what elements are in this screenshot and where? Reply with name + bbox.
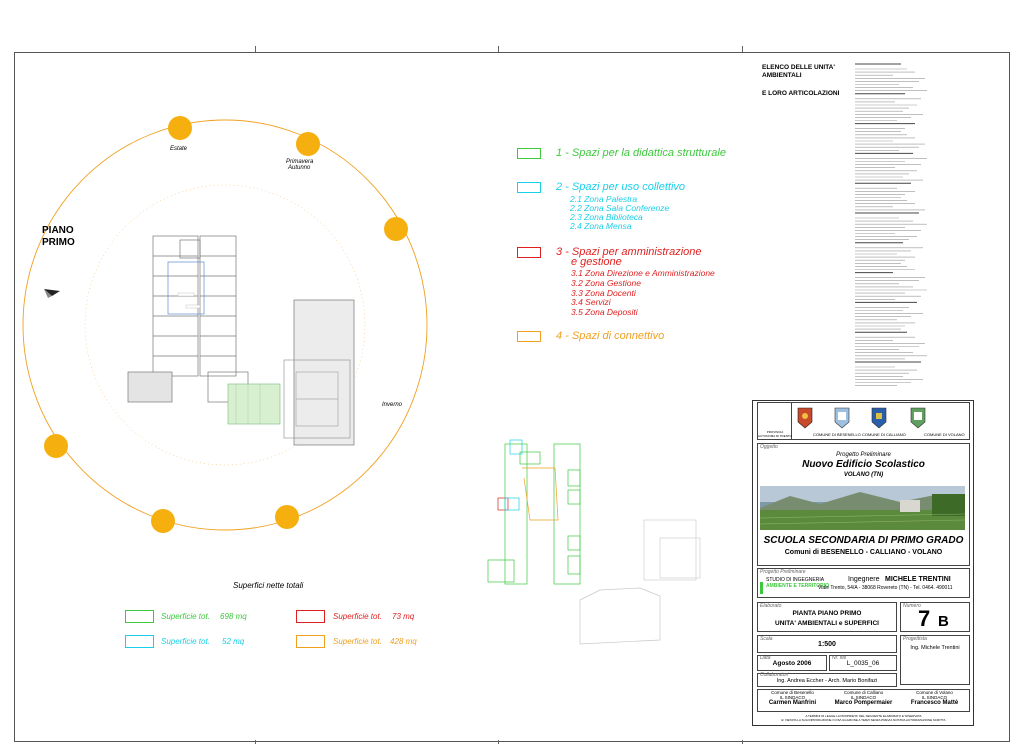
logo-caption-besenello: COMUNE DI BESENELLO [813, 432, 861, 437]
surface-value: 52 mq [222, 637, 245, 646]
unit-list-title-3: E LORO ARTICOLAZIONI [762, 90, 840, 97]
surface-value: 698 mq [220, 612, 247, 621]
legend-sub-item: 2.2 Zona Sala Conferenze [570, 203, 670, 213]
floor-title-line1: PIANO [42, 225, 74, 236]
surface-value: 73 mq [392, 612, 415, 621]
mayor-name: Carmen Manfrini [768, 700, 817, 706]
legend-sub-item: 2.1 Zona Palestra [570, 194, 638, 204]
studio-name: STUDIO DI INGEGNERIA [766, 577, 825, 583]
date-value: Agosto 2006 [772, 660, 812, 667]
numero-label: Numero [903, 603, 921, 609]
oggetto-label: Oggetto [760, 444, 778, 450]
unit-list-title-1: ELENCO DELLE UNITA' [762, 64, 835, 71]
mayor-role: IL SINDACO [850, 695, 877, 700]
legend-sub-item: 3.4 Servizi [571, 297, 611, 307]
surface-label: Superficie tot. [161, 612, 210, 621]
mayor-calliano [828, 690, 899, 706]
label-spring: Primavera [286, 159, 314, 165]
studio-field: AMBIENTE E TERRITORIO [766, 583, 829, 589]
progettista-box [900, 635, 970, 685]
mayor-town: Comune di Calliano [843, 690, 884, 695]
label-winter: Inverno [382, 402, 403, 408]
legend-sub-item: 3.5 Zona Depositi [571, 307, 638, 317]
legend-sub-item: 3.1 Zona Direzione e Amministrazione [571, 268, 715, 278]
project-place: VOLANO (TN) [843, 472, 884, 478]
legend-sub-item: 3.3 Zona Docenti [571, 288, 636, 298]
logo-caption-volano: COMUNE DI VOLANO [924, 432, 965, 437]
legend-title-amministrazione: 3 - Spazi per amministrazione [556, 246, 702, 258]
surface-label: Superficie tot. [333, 637, 382, 646]
municipalities: Comuni di BESENELLO - CALLIANO - VOLANO [784, 549, 943, 556]
progettazione-label: Progetto Preliminare [760, 569, 806, 575]
mayor-name: Francesco Mattè [910, 700, 959, 706]
sheet-number: 7 [918, 606, 931, 631]
copyright-line2: E' VIETATA LA SUA RIPRODUZIONE O DIVULGAZIONE A TERZI SENZA PREVIA NOSTRA AUTORIZZAZIONE SCRITTA [781, 718, 946, 722]
copyright-line1: A TERMINI DI LEGGE LA PROPRIETA' DEL SEGUENTE ELABORATO E' RISERVATA [805, 714, 922, 718]
engineer-prefix: Ingegnere [848, 576, 880, 583]
label-summer: Estate [170, 146, 188, 152]
file-value: L_0035_06 [846, 660, 880, 667]
mayor-town: Comune di Volano [916, 690, 953, 695]
project-name: Nuovo Edificio Scolastico [802, 459, 925, 470]
surface-label: Superficie tot. [333, 612, 382, 621]
elaborato-label: Elaborato [760, 603, 782, 609]
mayor-besenello [757, 690, 828, 706]
mayor-name: Marco Pompermaier [834, 700, 893, 706]
surface-value: 428 mq [390, 637, 417, 646]
sheet-letter: B [938, 613, 949, 630]
floor-title-line2: PRIMO [42, 237, 75, 248]
engineer-name: MICHELE TRENTINI [885, 576, 951, 583]
project-kind: Progetto Preliminare [836, 452, 891, 458]
unit-list-title-2: AMBIENTALI [762, 72, 802, 79]
collaborators: Ing. Andrea Eccher - Arch. Mario Bonifazi [776, 678, 878, 684]
data-label: Data [760, 655, 771, 661]
legend-sub-item: 2.4 Zona Mensa [570, 221, 632, 231]
scala-label: Scala [760, 636, 773, 642]
surface-label: Superficie tot. [161, 637, 210, 646]
legend-sub-item: 3.2 Zona Gestione [571, 278, 641, 288]
logo-caption-calliano: COMUNE DI CALLIANO [862, 432, 906, 437]
mayor-role: IL SINDACO [779, 695, 806, 700]
mayor-volano [899, 690, 970, 706]
label-autumn: Autunno [288, 165, 311, 171]
scale-value: 1:500 [818, 641, 836, 648]
legend-title-collettivo: 2 - Spazi per uso collettivo [556, 181, 686, 193]
surfaces-title: Superfici nette totali [233, 581, 304, 590]
elaborato-line1: PIANTA PIANO PRIMO [792, 610, 862, 617]
logo-caption-provincia: PROVINCIA AUTONOMA DI TRENTO [758, 430, 793, 438]
progettista-label: Progettista [903, 636, 927, 642]
school-name: SCUOLA SECONDARIA DI PRIMO GRADO [763, 535, 964, 546]
legend-title-didattica: 1 - Spazi per la didattica strutturale [556, 147, 726, 159]
legend-title-connettivo: 4 - Spazi di connettivo [556, 330, 665, 342]
studio-address: Viale Trento, 54/A - 38068 Rovereto (TN) - Tel. 0464. 490011 [818, 585, 953, 591]
legend-title-amministrazione-cont: e gestione [571, 256, 622, 268]
collab-label: Collaboratori [760, 672, 789, 678]
mayor-role: IL SINDACO [921, 695, 948, 700]
designer-name: Ing. Michele Trentini [910, 645, 960, 651]
mayor-town: Comune di Besenello [771, 690, 814, 695]
elaborato-line2: UNITA' AMBIENTALI e SUPERFICI [775, 620, 879, 627]
file-label: Nr. file [832, 655, 847, 661]
legend-sub-item: 2.3 Zona Biblioteca [570, 212, 643, 222]
